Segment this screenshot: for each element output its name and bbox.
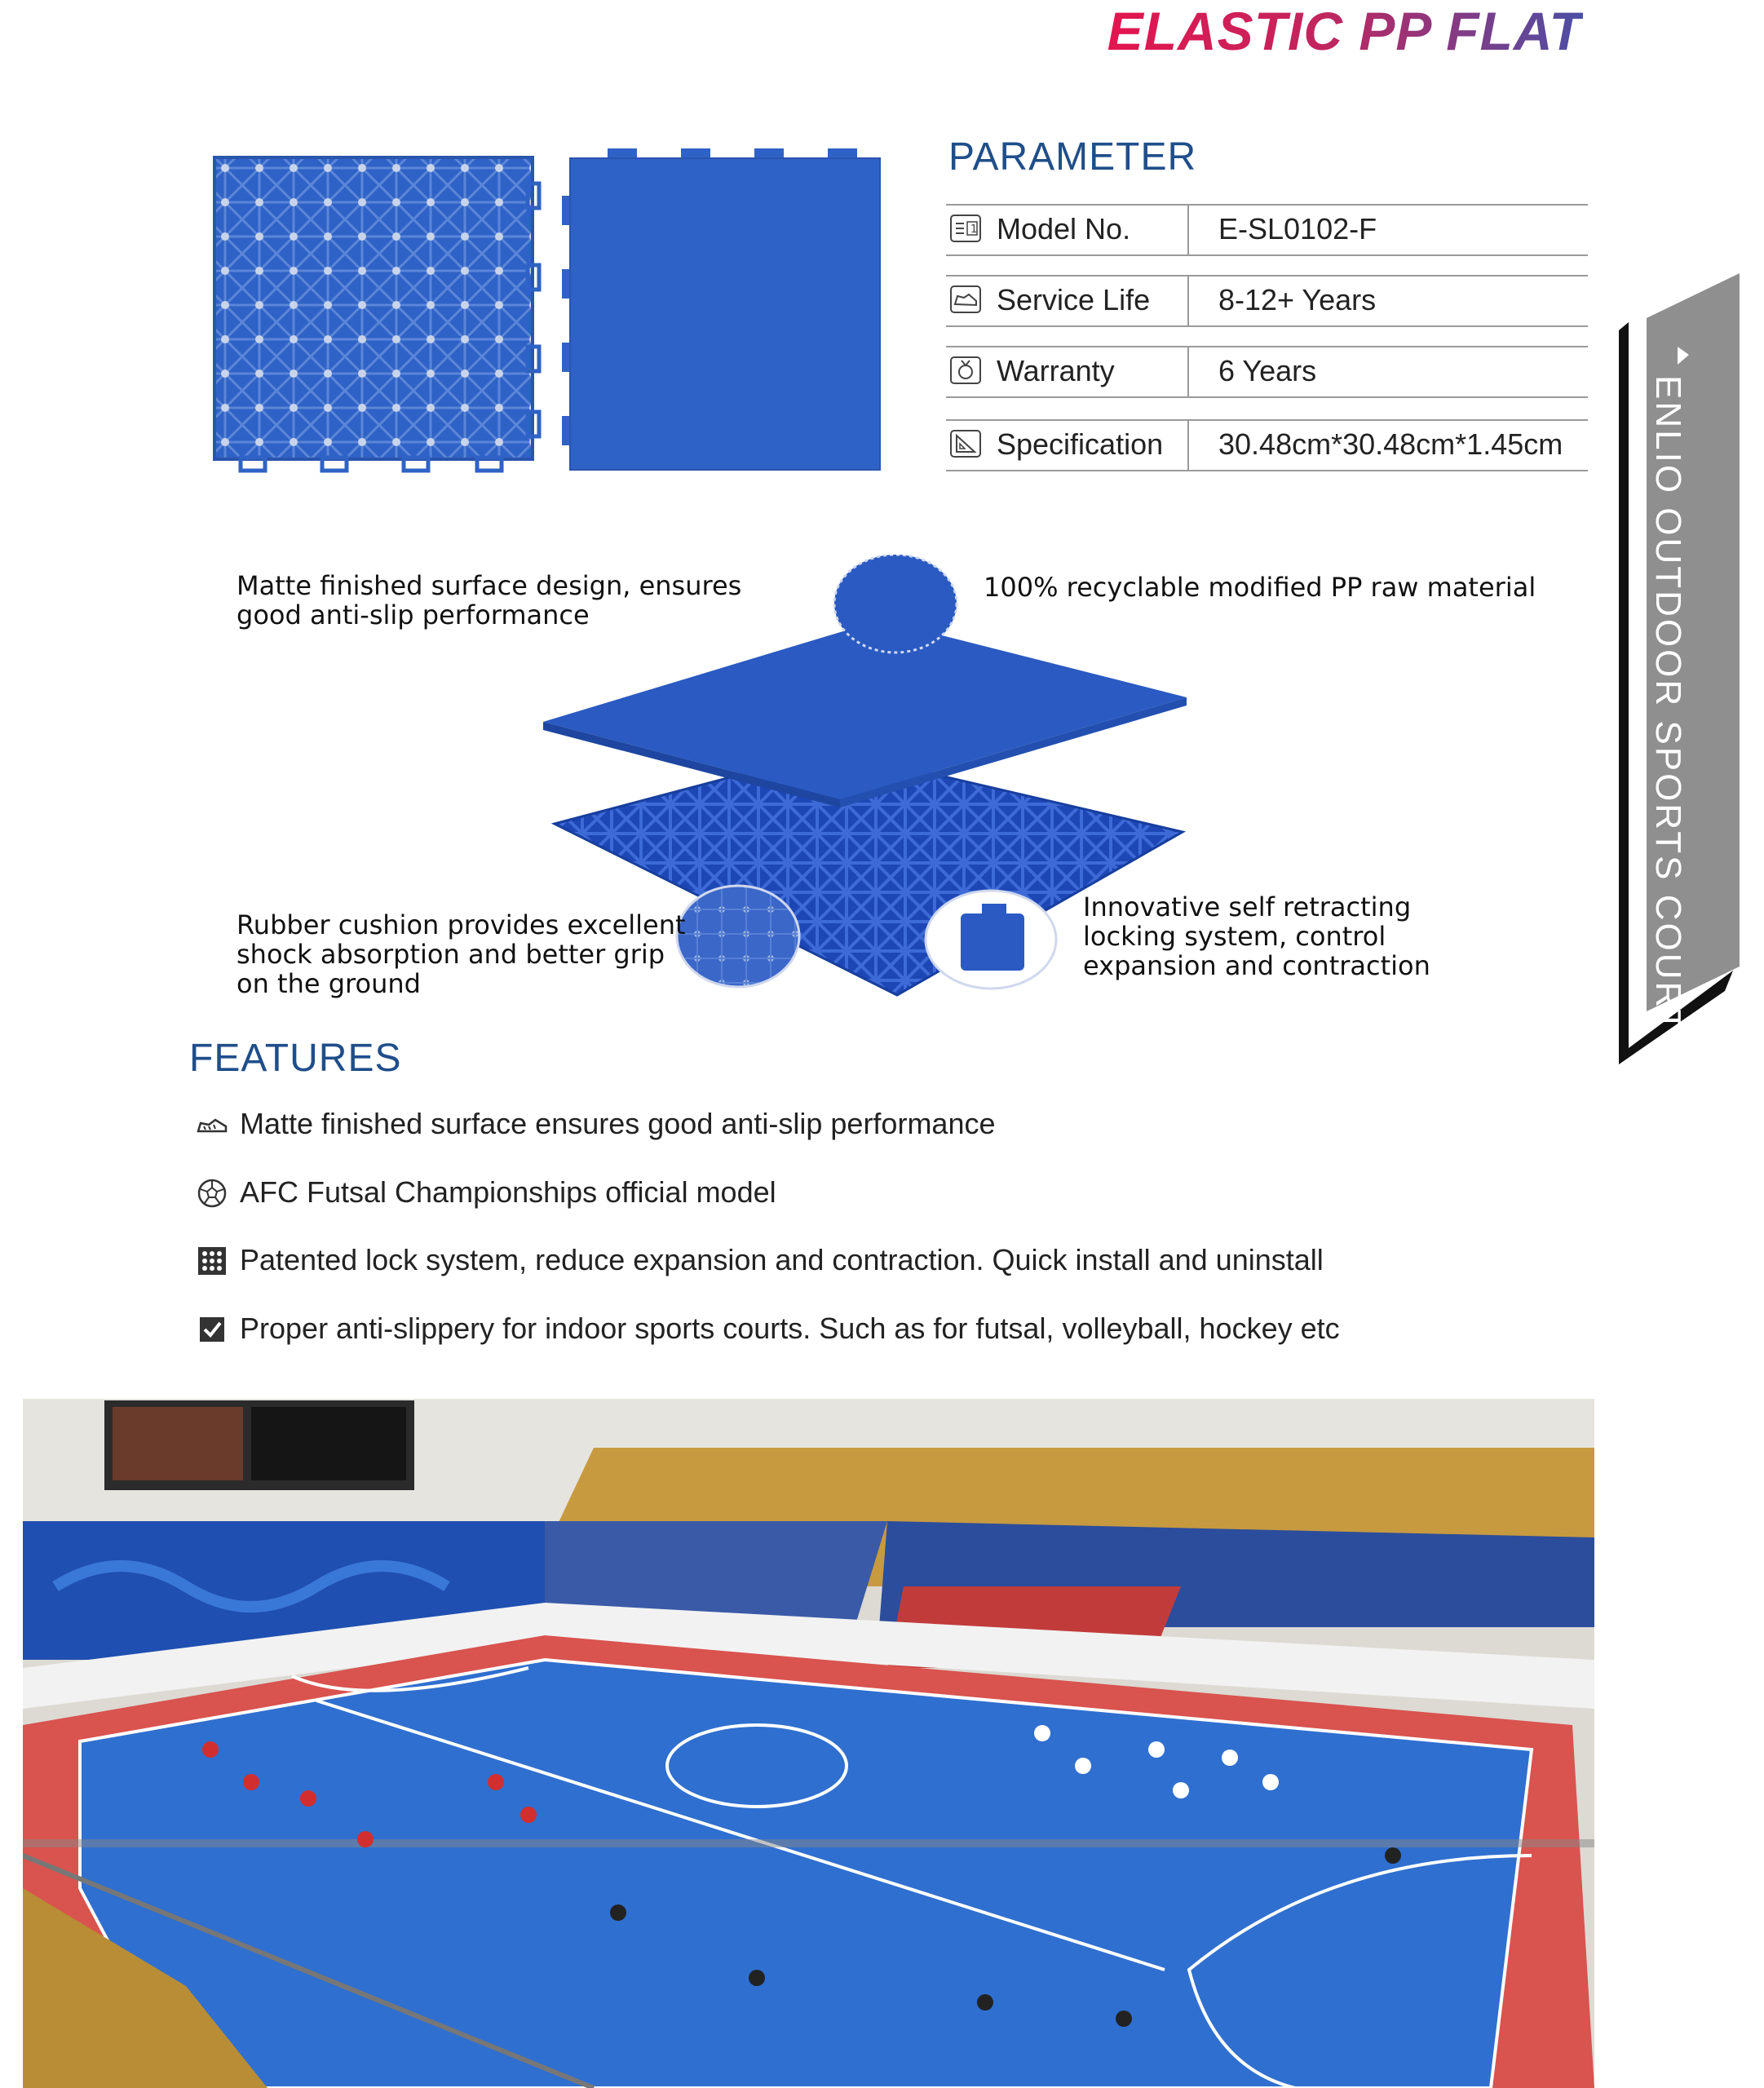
param-label: Specification bbox=[997, 427, 1164, 461]
param-divider bbox=[1187, 347, 1189, 396]
param-label: Service Life bbox=[997, 283, 1151, 316]
parameter-heading: PARAMETER bbox=[948, 135, 1197, 179]
param-row-model bbox=[946, 204, 1588, 256]
callout-locking: Innovative self retracting locking system, control expansion and contraction bbox=[1083, 891, 1430, 981]
soccer-ball-icon bbox=[196, 1177, 228, 1210]
document-number-icon bbox=[949, 212, 982, 245]
feature-text: AFC Futsal Championships official model bbox=[240, 1175, 776, 1209]
grid-lock-icon bbox=[196, 1245, 228, 1277]
shoe-icon bbox=[196, 1108, 228, 1141]
param-value: 8-12+ Years bbox=[1218, 283, 1377, 316]
feature-text: Proper anti-slippery for indoor sports courts. Such as for futsal, volleyball, hockey etc bbox=[240, 1312, 1340, 1345]
svg-text:1: 1 bbox=[970, 223, 978, 236]
futsal-arena-photo bbox=[23, 1399, 1594, 2088]
feature-text: Matte finished surface ensures good anti-slip performance bbox=[240, 1107, 996, 1140]
param-label: Warranty bbox=[997, 354, 1115, 387]
callout-surface: Matte finished surface design, ensures good anti-slip performance bbox=[237, 570, 742, 630]
param-label: Model No. bbox=[997, 212, 1131, 246]
param-value: 30.48cm*30.48cm*1.45cm bbox=[1218, 427, 1563, 461]
tile-top-view-image bbox=[559, 147, 893, 477]
side-tab-label: ENLIO OUTDOOR SPORTS COURT bbox=[1648, 375, 1688, 1034]
page-title: ELASTIC PP FLAT bbox=[1107, 1, 1583, 61]
param-divider bbox=[1187, 421, 1189, 470]
features-heading: FEATURES bbox=[189, 1037, 402, 1080]
medal-icon bbox=[949, 354, 982, 387]
param-row-service-life bbox=[946, 275, 1588, 327]
param-value: 6 Years bbox=[1218, 354, 1317, 387]
callout-material: 100% recyclable modified PP raw material bbox=[984, 572, 1536, 603]
param-row-warranty bbox=[946, 346, 1588, 398]
side-tab bbox=[1619, 273, 1764, 1064]
param-row-specification bbox=[946, 419, 1588, 471]
ruler-triangle-icon bbox=[949, 427, 982, 460]
tile-bottom-view-image bbox=[208, 151, 542, 477]
checkbox-icon bbox=[196, 1313, 228, 1346]
shoe-icon bbox=[949, 283, 982, 316]
callout-cushion: Rubber cushion provides excellent shock absorption and better grip on the ground bbox=[237, 909, 686, 999]
param-divider bbox=[1187, 206, 1189, 254]
param-value: E-SL0102-F bbox=[1218, 212, 1377, 246]
feature-text: Patented lock system, reduce expansion and contraction. Quick install and uninstall bbox=[240, 1243, 1324, 1276]
param-divider bbox=[1187, 276, 1189, 325]
